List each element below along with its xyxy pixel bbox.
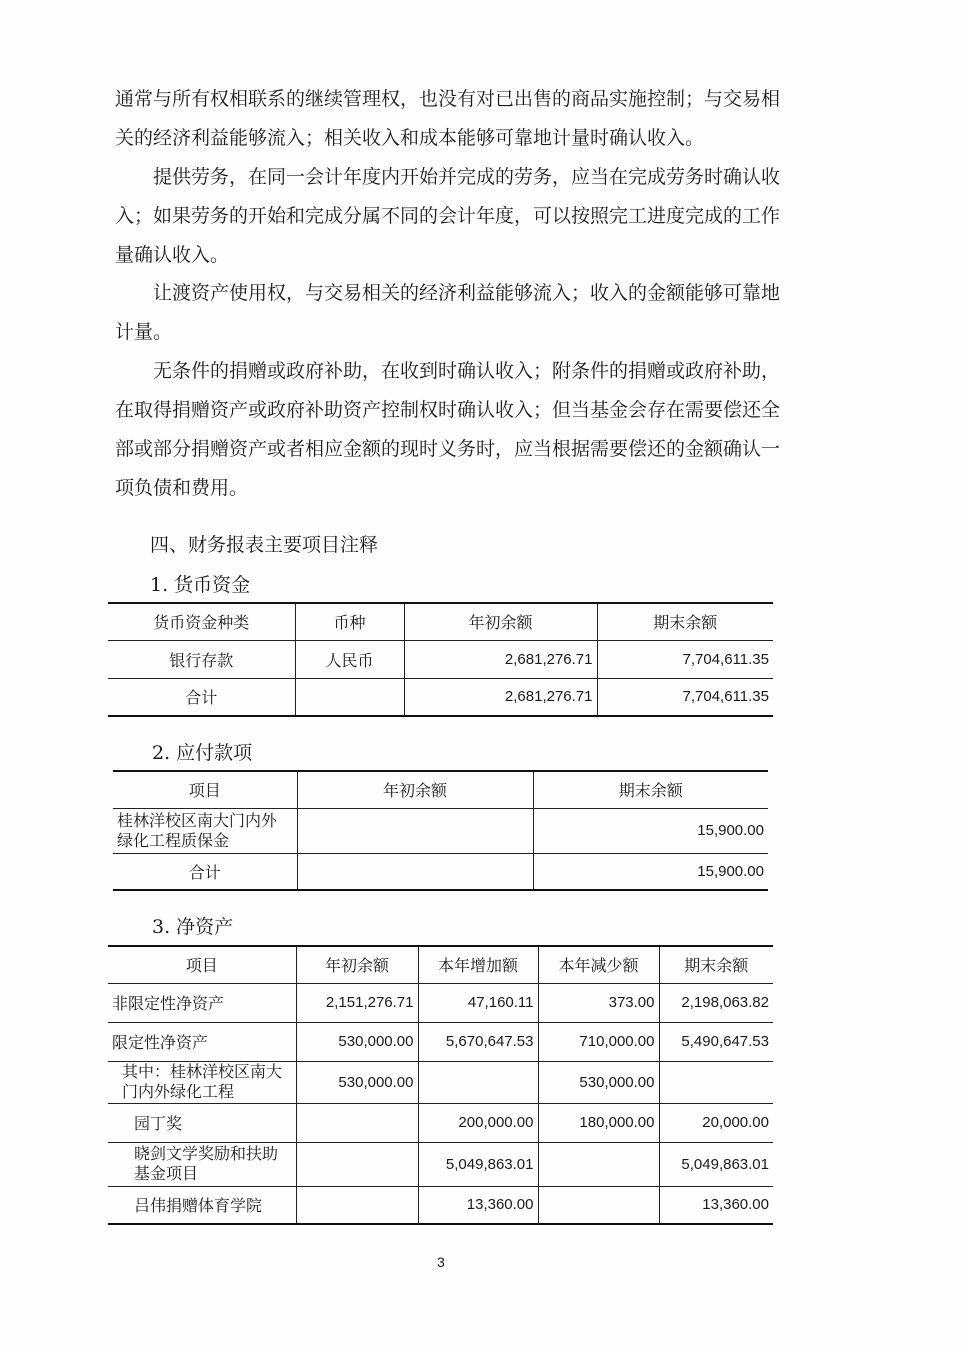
text-line: 提供劳务，在同一会计年度内开始并完成的劳务，应当在完成劳务时确认收 [153,166,781,188]
table-cell: 200,000.00 [418,1103,538,1142]
table-cell: 710,000.00 [538,1022,659,1061]
table-row [108,983,773,1022]
text-line: 计量。 [115,321,173,343]
table-cell [297,808,533,853]
payables-title: 2. 应付款项 [152,742,253,764]
table-row-total [108,678,773,716]
table-cell [296,1103,418,1142]
payables-table [113,770,768,891]
table-row [108,640,773,678]
section-title: 四、财务报表主要项目注释 [150,534,379,556]
table-row [108,1022,773,1061]
column-header: 年初余额 [296,946,418,983]
table-cell: 530,000.00 [296,1061,418,1103]
paragraph-donations [115,352,781,508]
table-cell: 530,000.00 [296,1022,418,1061]
table-cell [538,1142,659,1186]
table-header-row [108,946,773,983]
table-cell [296,1186,418,1224]
table-row [108,1061,773,1103]
table-cell: 2,151,276.71 [296,983,418,1022]
table-cell [295,678,404,716]
text-line: 让渡资产使用权，与交易相关的经济利益能够流入；收入的金额能够可靠地 [153,282,781,304]
table-cell: 20,000.00 [659,1103,773,1142]
table-cell: 非限定性净资产 [108,983,296,1022]
table-cell: 180,000.00 [538,1103,659,1142]
table-cell: 合计 [108,678,295,716]
table-cell [538,1186,659,1224]
table-cell: 银行存款 [108,640,295,678]
text-line: 无条件的捐赠或政府补助，在收到时确认收入；附条件的捐赠或政府补助， [153,360,781,382]
table-cell [297,853,533,890]
table-cell: 47,160.11 [418,983,538,1022]
net-assets-title: 3. 净资产 [152,916,234,938]
table-cell: 2,198,063.82 [659,983,773,1022]
column-header: 期末余额 [659,946,773,983]
table-cell: 13,360.00 [418,1186,538,1224]
table-cell: 13,360.00 [659,1186,773,1224]
table-cell: 530,000.00 [538,1061,659,1103]
column-header: 项目 [113,771,297,808]
cash-title: 1. 货币资金 [150,574,251,596]
table-cell: 园丁奖 [108,1103,296,1142]
table-header-row [113,771,768,808]
text-line: 项负债和费用。 [115,477,249,499]
table-cell: 5,049,863.01 [659,1142,773,1186]
text-line: 在取得捐赠资产或政府补助资产控制权时确认收入；但当基金会存在需要偿还全 [115,399,781,421]
paragraph-services [115,158,781,275]
table-cell: 其中：桂林洋校区南大门内外绿化工程 [108,1061,296,1103]
column-header: 币种 [295,603,404,640]
table-row-total [113,853,768,890]
paragraph-sales-revenue [115,80,781,158]
table-cell: 15,900.00 [533,853,768,890]
table-cell: 晓剑文学奖励和扶助基金项目 [108,1142,296,1186]
table-cell: 桂林洋校区南大门内外绿化工程质保金 [113,808,297,853]
net-assets-table [108,945,773,1225]
table-cell: 2,681,276.71 [404,678,597,716]
column-header: 期末余额 [533,771,768,808]
table-cell: 7,704,611.35 [597,640,773,678]
table-cell [418,1061,538,1103]
column-header: 期末余额 [597,603,773,640]
text-line: 入；如果劳务的开始和完成分属不同的会计年度，可以按照完工进度完成的工作 [115,205,781,227]
table-cell: 5,490,647.53 [659,1022,773,1061]
cash-table [108,602,773,717]
text-line: 关的经济利益能够流入；相关收入和成本能够可靠地计量时确认收入。 [115,127,705,149]
table-cell: 2,681,276.71 [404,640,597,678]
table-cell [296,1142,418,1186]
column-header: 本年增加额 [418,946,538,983]
text-line: 量确认收入。 [115,244,230,266]
text-line: 部或部分捐赠资产或者相应金额的现时义务时，应当根据需要偿还的金额确认一 [115,438,781,460]
column-header: 项目 [108,946,296,983]
column-header: 年初余额 [404,603,597,640]
page-number: 3 [437,1254,445,1270]
table-cell: 吕伟捐赠体育学院 [108,1186,296,1224]
table-row [108,1186,773,1224]
column-header: 年初余额 [297,771,533,808]
table-cell [659,1061,773,1103]
table-cell: 15,900.00 [533,808,768,853]
table-cell: 5,670,647.53 [418,1022,538,1061]
table-cell: 7,704,611.35 [597,678,773,716]
column-header: 本年减少额 [538,946,659,983]
table-cell: 373.00 [538,983,659,1022]
table-row [108,1103,773,1142]
text-line: 通常与所有权相联系的继续管理权，也没有对已出售的商品实施控制；与交易相 [115,88,781,110]
paragraph-asset-use [115,274,781,352]
table-cell: 人民币 [295,640,404,678]
table-row [113,808,768,853]
table-cell: 限定性净资产 [108,1022,296,1061]
table-cell: 合计 [113,853,297,890]
table-cell: 5,049,863.01 [418,1142,538,1186]
column-header: 货币资金种类 [108,603,295,640]
table-row [108,1142,773,1186]
table-header-row [108,603,773,640]
